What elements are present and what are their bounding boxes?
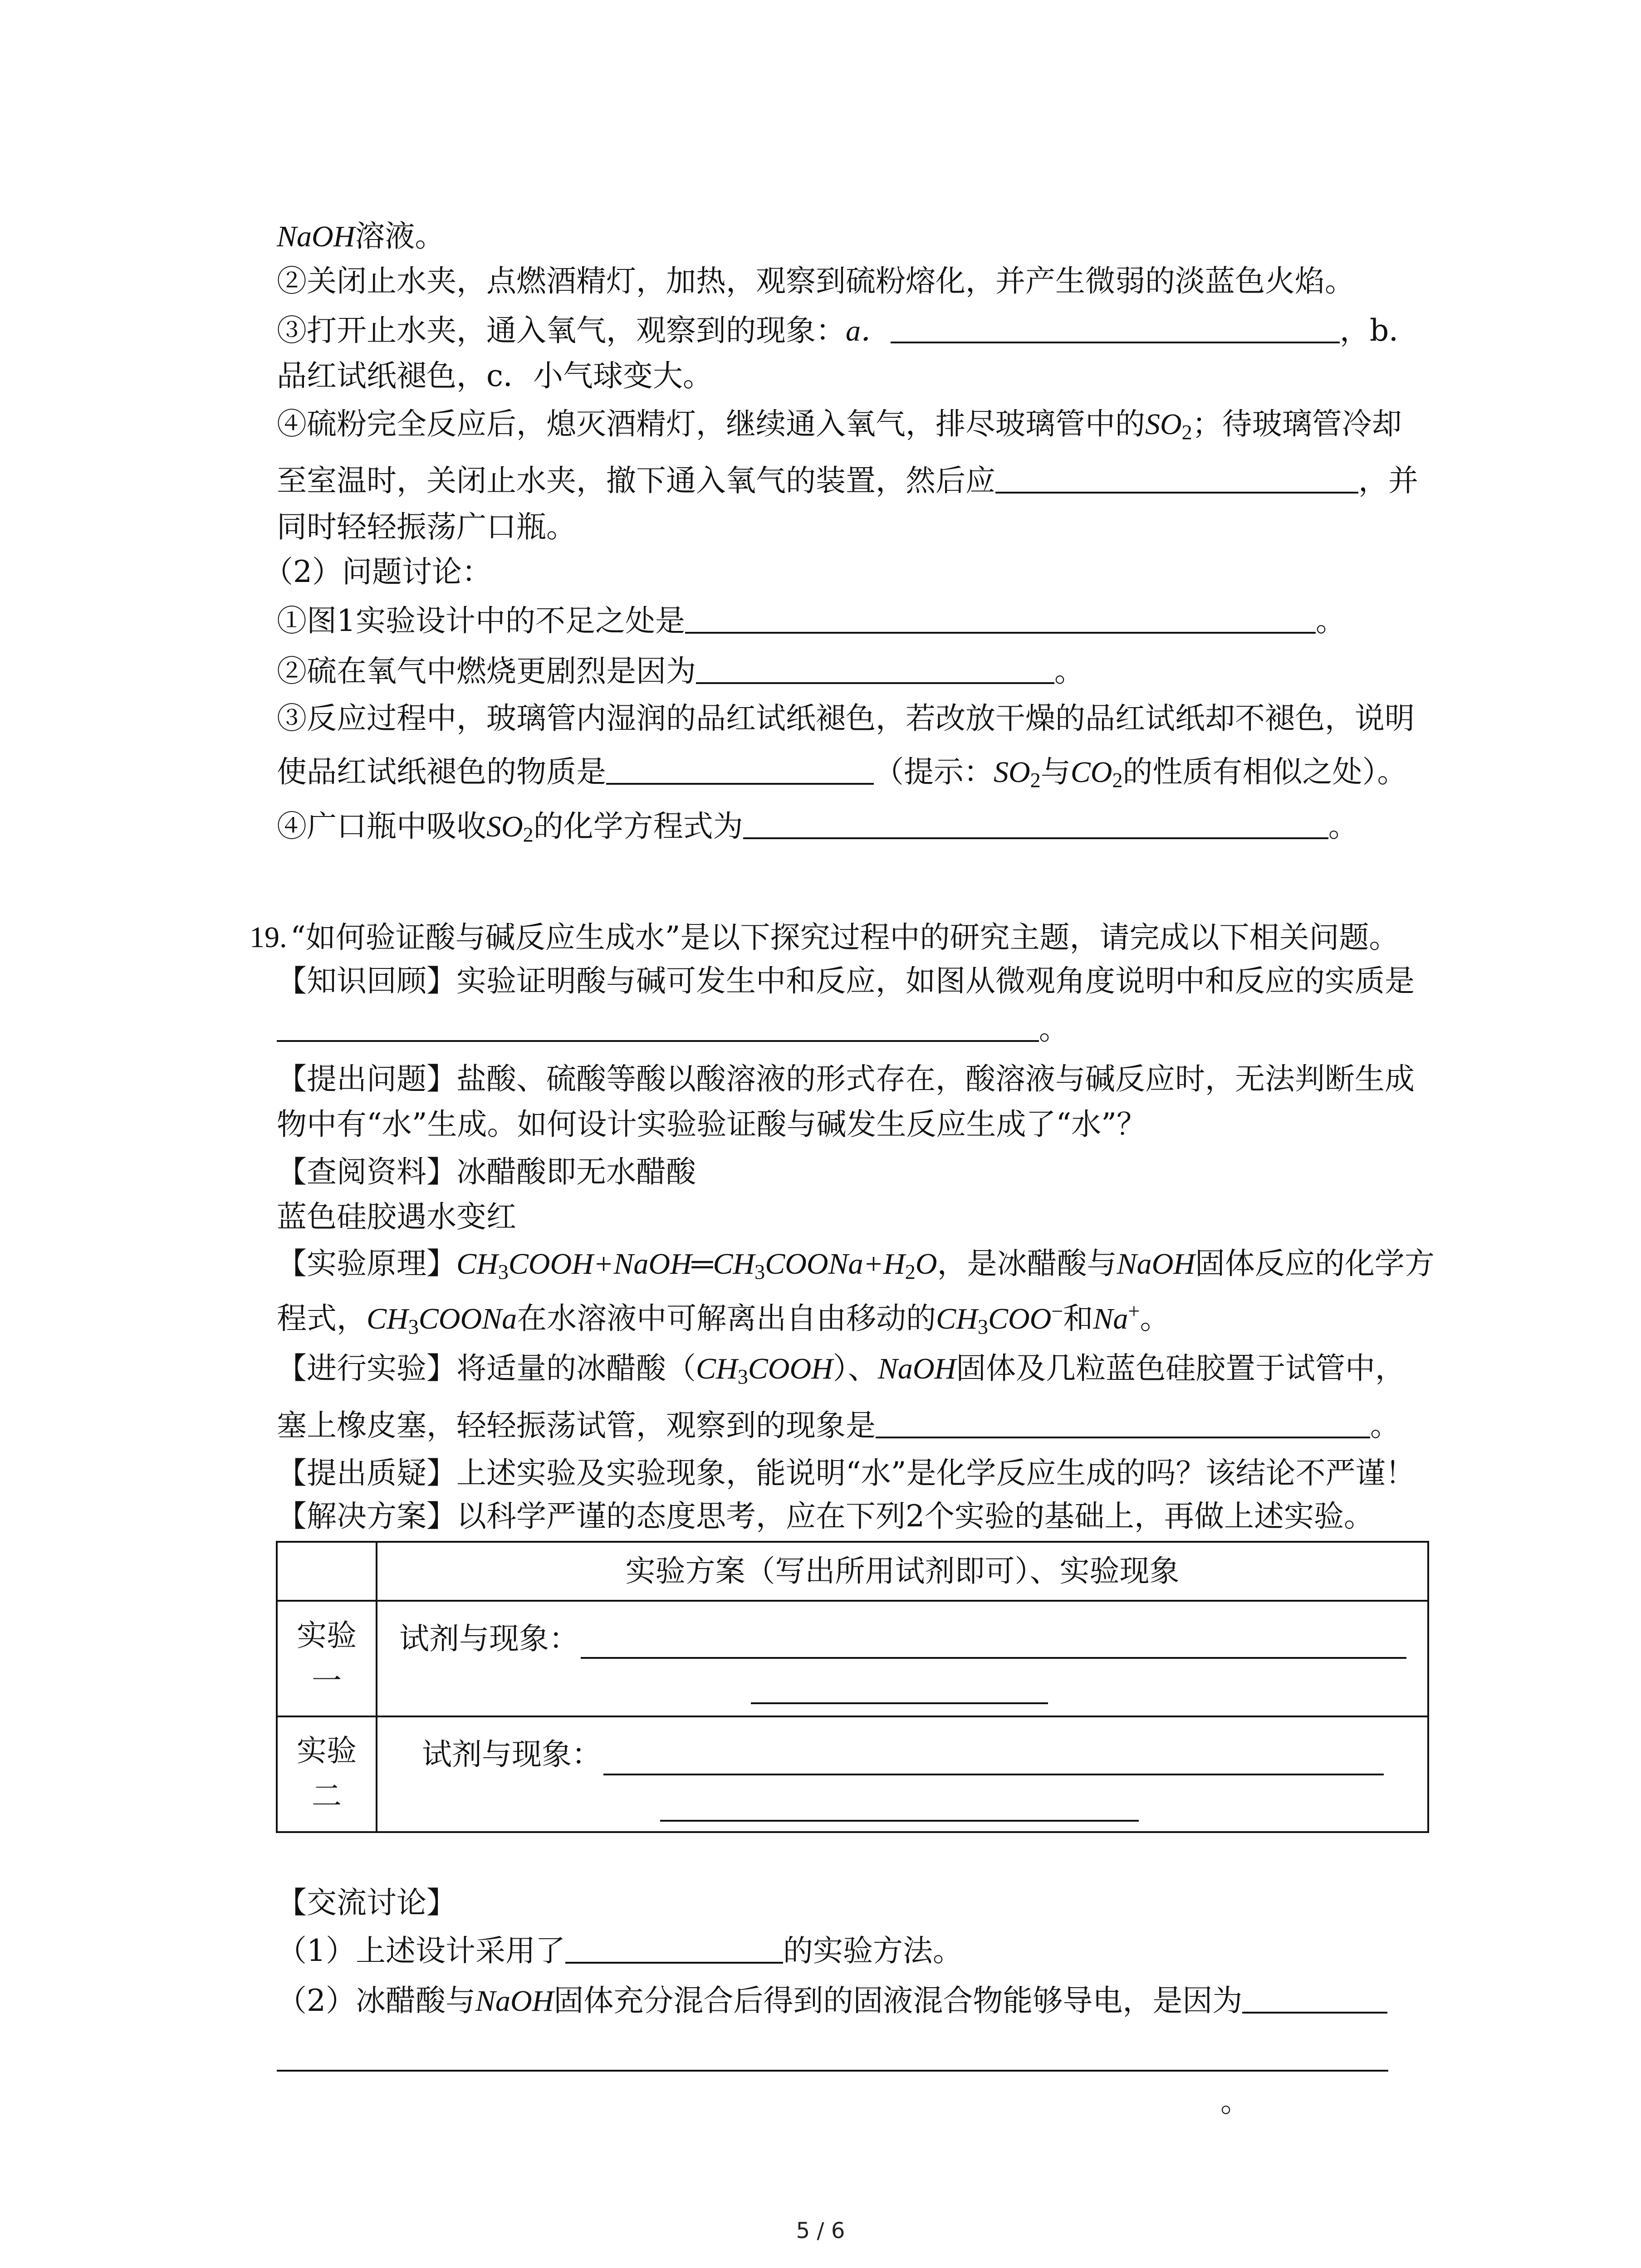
- answer-blank-review[interactable]: [277, 1015, 1039, 1042]
- q19-solution: 【解决方案】以科学严谨的态度思考，应在下列2个实验的基础上，再做上述实验。: [277, 1499, 1374, 1534]
- q19-review: 【知识回顾】实验证明酸与碱可发生中和反应，如图从微观角度说明中和反应的实质是: [277, 963, 1415, 998]
- q19-intro: “如何验证酸与碱反应生成水”是以下探究过程中的研究主题，请完成以下相关问题。: [290, 920, 1399, 955]
- row2-label: 实验 二: [297, 1733, 357, 1813]
- q19-review-answer: 。: [277, 1014, 1069, 1044]
- q19-e1: （1）上述设计采用了 的实验方法。: [277, 1933, 963, 1968]
- answer-blank-e2-line2[interactable]: [277, 2070, 1388, 2072]
- q18-d3-line2: 使品红试纸褪色的物质是 （提示：SO2与CO2的性质有相似之处）。: [277, 754, 1407, 792]
- row1-blank-1[interactable]: [581, 1657, 1406, 1659]
- table-header: 实验方案（写出所用试剂即可）、实验现象: [625, 1554, 1180, 1589]
- row2-blank-2[interactable]: [660, 1820, 1139, 1822]
- q18-d4: ④广口瓶中吸收SO2的化学方程式为 。: [277, 809, 1358, 846]
- q18-step3-line2: 品红试纸褪色，c．小气球变大。: [277, 358, 713, 393]
- q18-step3: ③打开止水夹，通入氧气，观察到的现象：a． ，b．: [277, 313, 1419, 348]
- q18-d3: ③反应过程中，玻璃管内湿润的品红试纸褪色，若改放干燥的品红试纸却不褪色，说明: [277, 701, 1415, 736]
- answer-blank-4[interactable]: [995, 466, 1358, 494]
- row1-label: 实验 一: [297, 1618, 357, 1698]
- q18-discussion-title: （2）问题讨论：: [263, 554, 492, 589]
- answer-blank-d1[interactable]: [685, 606, 1316, 634]
- q19-experiment-line2: 塞上橡皮塞，轻轻振荡试管，观察到的现象是 。: [277, 1408, 1400, 1443]
- answer-blank-e1[interactable]: [565, 1936, 783, 1964]
- answer-blank-experiment[interactable]: [876, 1411, 1370, 1438]
- q18-step4: ④硫粉完全反应后，熄灭酒精灯，继续通入氧气，排尽玻璃管中的SO2；待玻璃管冷却: [277, 406, 1402, 444]
- row1-blank-2[interactable]: [751, 1702, 1048, 1704]
- row1-content: 试剂与现象：: [399, 1621, 579, 1656]
- answer-blank-d3[interactable]: [606, 758, 874, 785]
- row2-content: 试剂与现象：: [422, 1737, 602, 1772]
- chem-equation: CH3COOH+NaOH═CH3COONa+H2O: [456, 1247, 937, 1284]
- page-number: 5 / 6: [796, 2218, 845, 2244]
- q19-question-line2: 物中有“水”生成。如何设计实验验证酸与碱发生反应生成了“水”？: [277, 1107, 1146, 1142]
- q19-exchange: 【交流讨论】: [277, 1885, 456, 1920]
- q19-question-line1: 【提出问题】盐酸、硫酸等酸以酸溶液的形式存在，酸溶液与碱反应时，无法判断生成: [277, 1061, 1415, 1096]
- q18-continuation-line: NaOH溶液。: [277, 219, 445, 254]
- q19-e2: （2）冰醋酸与NaOH固体充分混合后得到的固液混合物能够导电，是因为: [277, 1986, 1387, 2016]
- chem-naoh: NaOH: [277, 220, 355, 253]
- answer-blank-d2[interactable]: [696, 657, 1054, 684]
- q19-experiment: 【进行实验】将适量的冰醋酸（CH3COOH）、NaOH固体及几粒蓝色硅胶置于试管中，: [277, 1351, 1406, 1388]
- q19-doubt: 【提出质疑】上述实验及实验现象，能说明“水”是化学反应生成的吗？该结论不严谨！: [277, 1456, 1416, 1491]
- q18-d2: ②硫在氧气中燃烧更剧烈是因为 。: [277, 654, 1084, 689]
- q19-number: 19.: [250, 921, 287, 954]
- answer-blank-d4[interactable]: [743, 812, 1328, 839]
- q18-step4-line2: 至室温时，关闭止水夹，撤下通入氧气的装置，然后应 ，并: [277, 463, 1418, 498]
- q19-info-line2: 蓝色硅胶遇水变红: [277, 1199, 516, 1234]
- q19-info-line1: 【查阅资料】冰醋酸即无水醋酸: [277, 1154, 696, 1189]
- row2-blank-1[interactable]: [603, 1774, 1384, 1775]
- q19-principle-line2: 程式，CH3COONa在水溶液中可解离出自由移动的CH3COO−和Na+。: [277, 1300, 1170, 1339]
- answer-blank-3a[interactable]: [891, 316, 1340, 343]
- answer-blank-e2[interactable]: [1242, 1986, 1387, 2014]
- q19-e2-period: 。: [1220, 2084, 1250, 2119]
- chem-so2: SO2: [1145, 408, 1192, 444]
- q18-step4-line3: 同时轻轻振荡广口瓶。: [277, 509, 576, 544]
- q18-step2: ②关闭止水夹，点燃酒精灯，加热，观察到硫粉熔化，并产生微弱的淡蓝色火焰。: [277, 264, 1355, 298]
- q19-principle: 【实验原理】CH3COOH+NaOH═CH3COONa+H2O，是冰醋酸与NaOH固体反应的化学方: [277, 1246, 1435, 1284]
- q18-d1: ①图1实验设计中的不足之处是 。: [277, 603, 1346, 638]
